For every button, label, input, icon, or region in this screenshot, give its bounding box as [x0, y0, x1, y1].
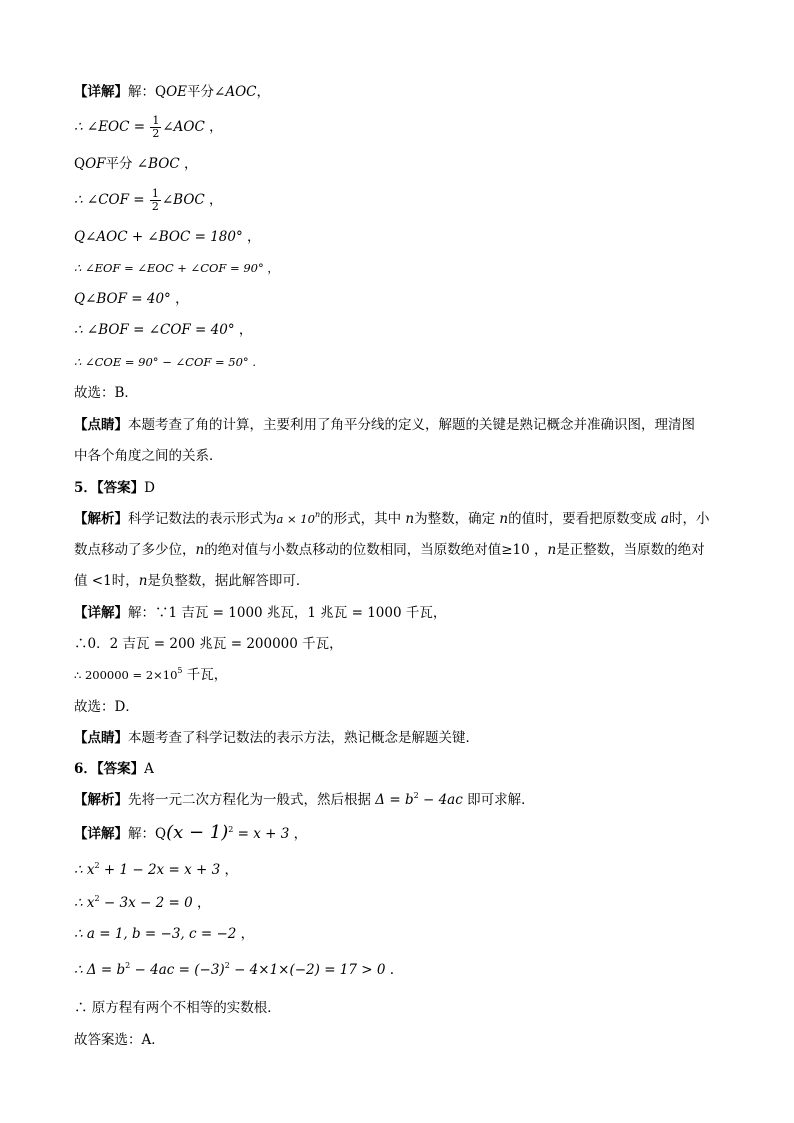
text: ，: [192, 895, 211, 911]
exponent: n: [314, 510, 321, 519]
because-symbol: Q: [155, 84, 167, 100]
text: 解：∵1 吉瓦 = 1000 兆瓦，1 兆瓦 = 1000 千瓦，: [128, 605, 447, 621]
text: 解：: [128, 826, 155, 842]
math: ∴ a = 1, b = −3, c = −2: [74, 926, 237, 942]
text: ，: [204, 119, 223, 135]
q4-choice: 故选：B．: [74, 385, 138, 401]
math: + 1 − 2x = x + 3: [99, 862, 221, 878]
math: OE: [166, 84, 188, 100]
text: 的绝对值与小数点移动的位数相同，当原数绝对值≥10 ，: [204, 542, 548, 558]
q5-detail-2: ∴0．2 吉瓦 = 200 兆瓦 = 200000 千瓦，: [74, 636, 343, 652]
text: 科学记数法的表示形式为: [128, 511, 277, 527]
q5-analysis-3: [74, 571, 309, 591]
text: .: [248, 355, 256, 369]
math: n: [138, 573, 148, 589]
question-number: 6．: [74, 761, 97, 777]
text: ，: [289, 826, 308, 842]
math: − 4ac: [418, 792, 463, 808]
text: ，: [170, 291, 189, 307]
math: Δ = b: [375, 792, 414, 808]
numerator: 1: [151, 187, 159, 200]
q6-conclusion: ∴ 原方程有两个不相等的实数根．: [74, 1000, 281, 1016]
text: 为整数，确定: [414, 511, 500, 527]
math: ∠AOC: [162, 119, 205, 135]
math: − 4ac = (−3): [130, 962, 225, 978]
q4-line-8: [74, 320, 252, 340]
math: = x + 3: [233, 826, 290, 842]
exponent: 2: [125, 961, 131, 970]
q4-line-2: [74, 115, 223, 140]
q4-line-6: [74, 258, 279, 278]
text: ，: [220, 862, 238, 878]
math: OF: [85, 156, 106, 172]
q4-comment-2: 中各个角度之间的关系．: [74, 448, 223, 464]
text: 的形式，其中: [320, 511, 406, 527]
q4-line-5: [74, 227, 261, 247]
math: ∴ ∠EOC =: [74, 119, 150, 135]
math: n: [499, 511, 509, 527]
exponent: 5: [177, 666, 183, 675]
q5-comment: [74, 728, 479, 748]
exponent: 2: [228, 825, 234, 834]
math: a: [660, 511, 669, 527]
q5-answer: [74, 478, 155, 498]
denominator: 2: [152, 127, 160, 140]
exponent: 2: [94, 861, 100, 870]
q4-comment-1: [74, 415, 695, 435]
q4-line-7: [74, 289, 189, 309]
q5-detail-3: [74, 665, 227, 685]
text: ，: [179, 156, 198, 172]
text: 千瓦，: [182, 667, 228, 683]
fraction: [150, 188, 161, 213]
text: ，: [204, 192, 223, 208]
q6-detail-2: [74, 860, 238, 880]
text: 解：: [128, 84, 155, 100]
text: 本题考查了科学记数法的表示方法，熟记概念是解题关键．: [128, 730, 479, 746]
analysis-tag: 【解析】: [74, 792, 128, 808]
exponent: 2: [224, 961, 230, 970]
text: .: [385, 962, 395, 978]
fraction: [150, 115, 161, 140]
q6-analysis: [74, 790, 535, 810]
q6-detail-5: [74, 960, 394, 980]
math: ∴ 200000 = 2×10: [74, 668, 178, 682]
question-number: 5．: [74, 480, 97, 496]
math: ∠BOC: [132, 156, 180, 172]
math: ∴ x: [74, 862, 95, 878]
q6-answer: [74, 759, 154, 779]
math: ∴ ∠COF =: [74, 192, 149, 208]
text: 的值时，要看把原数变成: [508, 511, 661, 527]
text: 数点移动了多少位，: [74, 542, 196, 558]
math: − 3x − 2 = 0: [99, 895, 193, 911]
detail-tag: 【详解】: [74, 605, 128, 621]
q5-choice: 故选：D．: [74, 699, 139, 715]
text: 本题考查了角的计算，主要利用了角平分线的定义，解题的关键是熟记概念并准确识图，理清图: [128, 417, 695, 433]
math: Q∠BOF = 40°: [74, 291, 171, 307]
math: ∠BOC: [161, 192, 205, 208]
q4-line-9: [74, 352, 256, 372]
text: 是正整数，当原数的绝对: [556, 542, 705, 558]
text: 即可求解．: [462, 792, 535, 808]
text: ，: [234, 322, 253, 338]
q6-choice: 故答案选：A．: [74, 1032, 165, 1048]
numerator: 1: [152, 114, 160, 127]
exponent: 2: [413, 791, 419, 800]
text: 先将一元二次方程化为一般式，然后根据: [128, 792, 376, 808]
because-symbol: Q: [155, 826, 167, 842]
q4-line-4: [74, 188, 223, 213]
math: a × 10: [276, 512, 315, 526]
math: ∴ ∠EOF = ∠EOC + ∠COF = 90°: [74, 261, 264, 275]
math: ∴ x: [74, 895, 95, 911]
text: 平分: [187, 84, 215, 100]
text: 值 <1时，: [74, 573, 139, 589]
analysis-tag: 【解析】: [74, 511, 128, 527]
answer-tag: 【答案】: [96, 480, 145, 496]
math: n: [195, 542, 205, 558]
text: ，: [242, 229, 261, 245]
because-symbol: Q: [74, 156, 86, 172]
answer-tag: 【答案】: [96, 761, 145, 777]
text: ，: [256, 84, 270, 100]
math: ∴ ∠COE = 90° − ∠COF = 50°: [74, 355, 249, 369]
q4-line-3: [74, 154, 197, 174]
text: ，: [236, 926, 255, 942]
text: 是负整数，据此解答即可．: [147, 573, 310, 589]
answer-value: A: [144, 761, 154, 777]
math: ∠AOC: [214, 84, 257, 100]
detail-tag: 【详解】: [74, 826, 128, 842]
math: − 4×1×(−2) = 17 > 0: [229, 962, 386, 978]
math: ∴ Δ = b: [74, 962, 126, 978]
q5-detail-1: [74, 603, 446, 623]
q6-detail-1: [74, 823, 307, 844]
exponent: 2: [94, 894, 100, 903]
math: n: [547, 542, 557, 558]
q6-detail-4: [74, 924, 254, 944]
comment-tag: 【点睛】: [74, 730, 128, 746]
answer-value: D: [144, 480, 155, 496]
math: Q∠AOC + ∠BOC = 180°: [74, 229, 243, 245]
detail-tag: 【详解】: [74, 84, 128, 100]
math: (x − 1): [166, 822, 229, 843]
text: ，: [263, 261, 279, 275]
q5-analysis-1: [74, 509, 709, 529]
q4-line-1: [74, 82, 270, 102]
denominator: 2: [151, 200, 159, 213]
q5-analysis-2: [74, 540, 705, 560]
math: ∴ ∠BOF = ∠COF = 40°: [74, 322, 235, 338]
math: n: [405, 511, 415, 527]
q6-detail-3: [74, 893, 210, 913]
comment-tag: 【点睛】: [74, 417, 128, 433]
text: 时，小: [668, 511, 710, 527]
text: 平分: [105, 156, 133, 172]
